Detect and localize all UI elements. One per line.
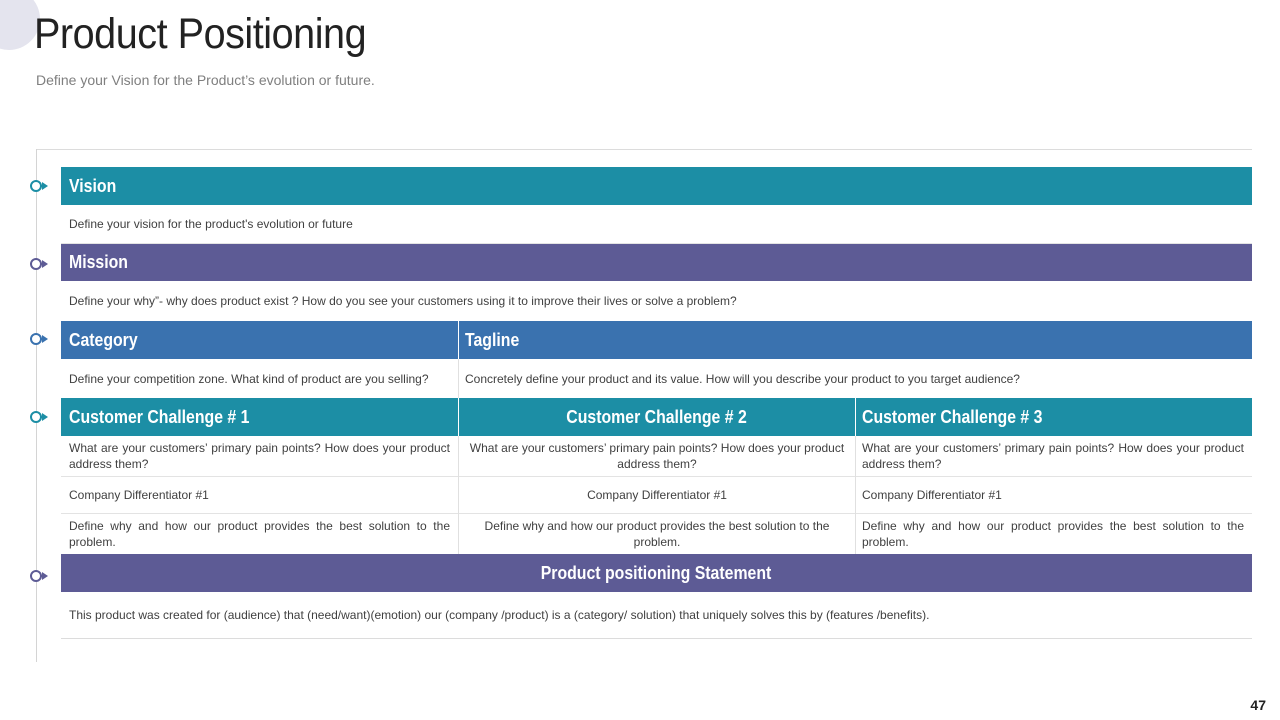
challenge-1-pain-points: What are your customers’ primary pain points? How does your product address them? (69, 441, 450, 471)
challenge-3-pain-points: What are your customers’ primary pain points? How does your product address them? (862, 441, 1244, 471)
tagline-text: Concretely define your product and its value. How will you describe your product to you target audience? (465, 371, 1020, 386)
challenge-3-differentiator: Company Differentiator #1 (862, 488, 1002, 502)
challenge-3-heading: Customer Challenge # 3 (862, 406, 1043, 427)
challenge-marker-icon (30, 410, 50, 424)
column-divider (458, 436, 459, 554)
mission-heading: Mission (69, 251, 128, 272)
page-subtitle: Define your Vision for the Product’s evolution or future. (36, 72, 375, 88)
challenge-3-header (856, 398, 1252, 436)
challenge-2-header (459, 398, 855, 436)
top-divider (36, 149, 1252, 150)
row-divider (61, 476, 1252, 477)
category-text: Define your competition zone. What kind of product are you selling? (69, 371, 429, 386)
challenge-2-pain-points: What are your customers’ primary pain points? How does your product address them? (469, 441, 845, 471)
column-divider (458, 359, 459, 398)
category-header (61, 321, 458, 359)
row-divider (61, 513, 1252, 514)
vision-marker-icon (30, 179, 50, 193)
mission-text: Define your why”- why does product exist ? How do you see your customers using it to improve their lives or solve a problem? (69, 294, 737, 308)
category-marker-icon (30, 332, 50, 346)
page-title: Product Positioning (34, 10, 367, 58)
statement-marker-icon (30, 569, 50, 583)
challenge-2-solution: Define why and how our product provides the best solution to the problem. (484, 519, 830, 549)
mission-header (61, 243, 1252, 281)
page-number: 47 (1250, 697, 1266, 713)
vision-heading: Vision (69, 175, 117, 196)
category-heading: Category (69, 329, 138, 350)
challenge-3-solution: Define why and how our product provides the best solution to the problem. (862, 519, 1244, 549)
timeline-line (36, 149, 37, 662)
challenge-2-differentiator: Company Differentiator #1 (587, 488, 727, 502)
vision-header (61, 167, 1252, 205)
vision-text: Define your vision for the product's evolution or future (69, 217, 353, 231)
statement-header (61, 554, 1252, 592)
statement-text: This product was created for (audience) that (need/want)(emotion) our (company /product) is a (category/ solution) that uniquely solves this by (features /benefits). (69, 608, 930, 622)
column-divider (855, 436, 856, 554)
statement-heading: Product positioning Statement (541, 562, 772, 583)
tagline-header (459, 321, 1252, 359)
bottom-divider (61, 638, 1252, 639)
challenge-1-differentiator: Company Differentiator #1 (69, 488, 209, 502)
mission-marker-icon (30, 257, 50, 271)
challenge-1-heading: Customer Challenge # 1 (69, 406, 250, 427)
row-divider (61, 243, 1252, 244)
tagline-heading: Tagline (465, 329, 520, 350)
challenge-2-heading: Customer Challenge # 2 (566, 406, 748, 427)
challenge-1-solution: Define why and how our product provides the best solution to the problem. (69, 519, 450, 549)
challenge-1-header (61, 398, 458, 436)
